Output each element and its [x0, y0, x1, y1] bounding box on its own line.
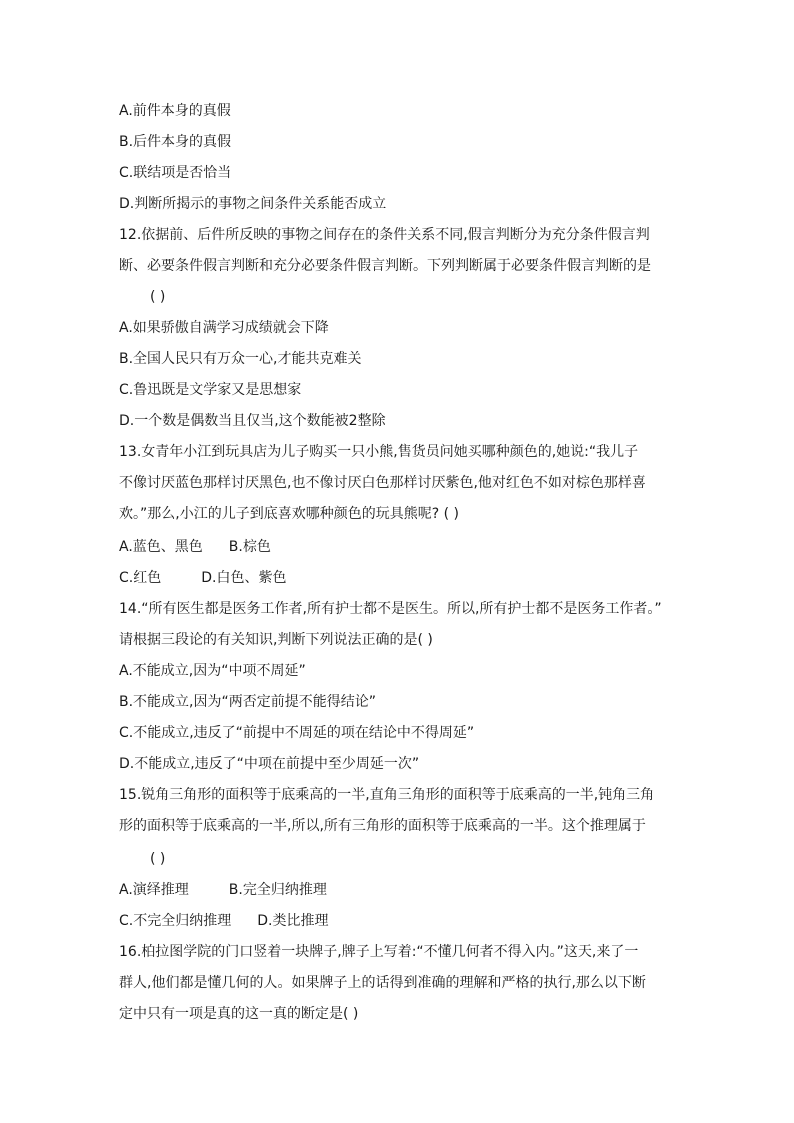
q13-option-b: B.棕色 [228, 539, 271, 555]
q12-option-c: C.鲁迅既是文学家又是思想家 [119, 382, 302, 398]
q15-option-d: D.类比推理 [257, 913, 329, 929]
q15-options-row-2 [119, 911, 699, 931]
q11-option-b: B.后件本身的真假 [119, 134, 232, 150]
q14-option-a: A.不能成立,因为“中项不周延” [119, 663, 306, 679]
q14-stem-line-2: 请根据三段论的有关知识,判断下列说法正确的是( ) [119, 632, 433, 648]
q12-option-b: B.全国人民只有万众一心,才能共克难关 [119, 351, 362, 367]
q13-option-d: D.白色、紫色 [201, 570, 287, 586]
q13-stem-line-2: 不像讨厌蓝色那样讨厌黑色,也不像讨厌白色那样讨厌紫色,他对红色不如对棕色那样喜 [119, 475, 646, 491]
q11-option-d: D.判断所揭示的事物之间条件关系能否成立 [119, 196, 387, 212]
q15-answer-bracket: ( ) [150, 851, 166, 867]
q15-stem-line-2: 形的面积等于底乘高的一半,所以,所有三角形的面积等于底乘高的一半。这个推理属于 [119, 818, 646, 834]
q15-option-a: A.演绎推理 [119, 882, 189, 898]
q11-option-c: C.联结项是否恰当 [119, 165, 232, 181]
q13-option-c: C.红色 [119, 570, 162, 586]
q16-stem-line-1: 16.柏拉图学院的门口竖着一块牌子,牌子上写着:“不懂几何者不得入内。”这天,来了一 [119, 944, 639, 960]
q15-stem-line-1: 15.锐角三角形的面积等于底乘高的一半,直角三角形的面积等于底乘高的一半,钝角三角 [119, 787, 655, 803]
q12-option-a: A.如果骄傲自满学习成绩就会下降 [119, 320, 329, 336]
q13-options-row-1 [119, 537, 699, 557]
q15-option-c: C.不完全归纳推理 [119, 913, 232, 929]
q16-stem-line-2: 群人,他们都是懂几何的人。如果牌子上的话得到准确的理解和严格的执行,那么以下断 [119, 975, 646, 991]
q11-option-a: A.前件本身的真假 [119, 103, 231, 119]
q15-option-b: B.完全归纳推理 [228, 882, 327, 898]
q13-options-row-2 [119, 568, 699, 588]
q14-option-b: B.不能成立,因为“两否定前提不能得结论” [119, 694, 377, 710]
q14-stem-line-1: 14.“所有医生都是医务工作者,所有护士都不是医生。所以,所有护士都不是医务工作者。” [119, 601, 662, 617]
q13-stem-line-3: 欢。”那么,小江的儿子到底喜欢哪种颜色的玩具熊呢? ( ) [119, 506, 459, 522]
q16-stem-line-3: 定中只有一项是真的这一真的断定是( ) [119, 1006, 359, 1022]
q13-stem-line-1: 13.女青年小江到玩具店为儿子购买一只小熊,售货员问她买哪种颜色的,她说:“我儿子 [119, 444, 639, 460]
q12-stem-line-2: 断、必要条件假言判断和充分必要条件假言判断。下列判断属于必要条件假言判断的是 [119, 258, 651, 274]
q14-option-d: D.不能成立,违反了“中项在前提中至少周延一次” [119, 756, 420, 772]
q14-option-c: C.不能成立,违反了“前提中不周延的项在结论中不得周延” [119, 725, 475, 741]
q13-option-a: A.蓝色、黑色 [119, 539, 203, 555]
q15-options-row-1 [119, 880, 699, 900]
q12-stem-line-1: 12.依据前、后件所反映的事物之间存在的条件关系不同,假言判断分为充分条件假言判 [119, 227, 650, 243]
q12-option-d: D.一个数是偶数当且仅当,这个数能被2整除 [119, 413, 386, 429]
q12-answer-bracket: ( ) [150, 289, 166, 305]
